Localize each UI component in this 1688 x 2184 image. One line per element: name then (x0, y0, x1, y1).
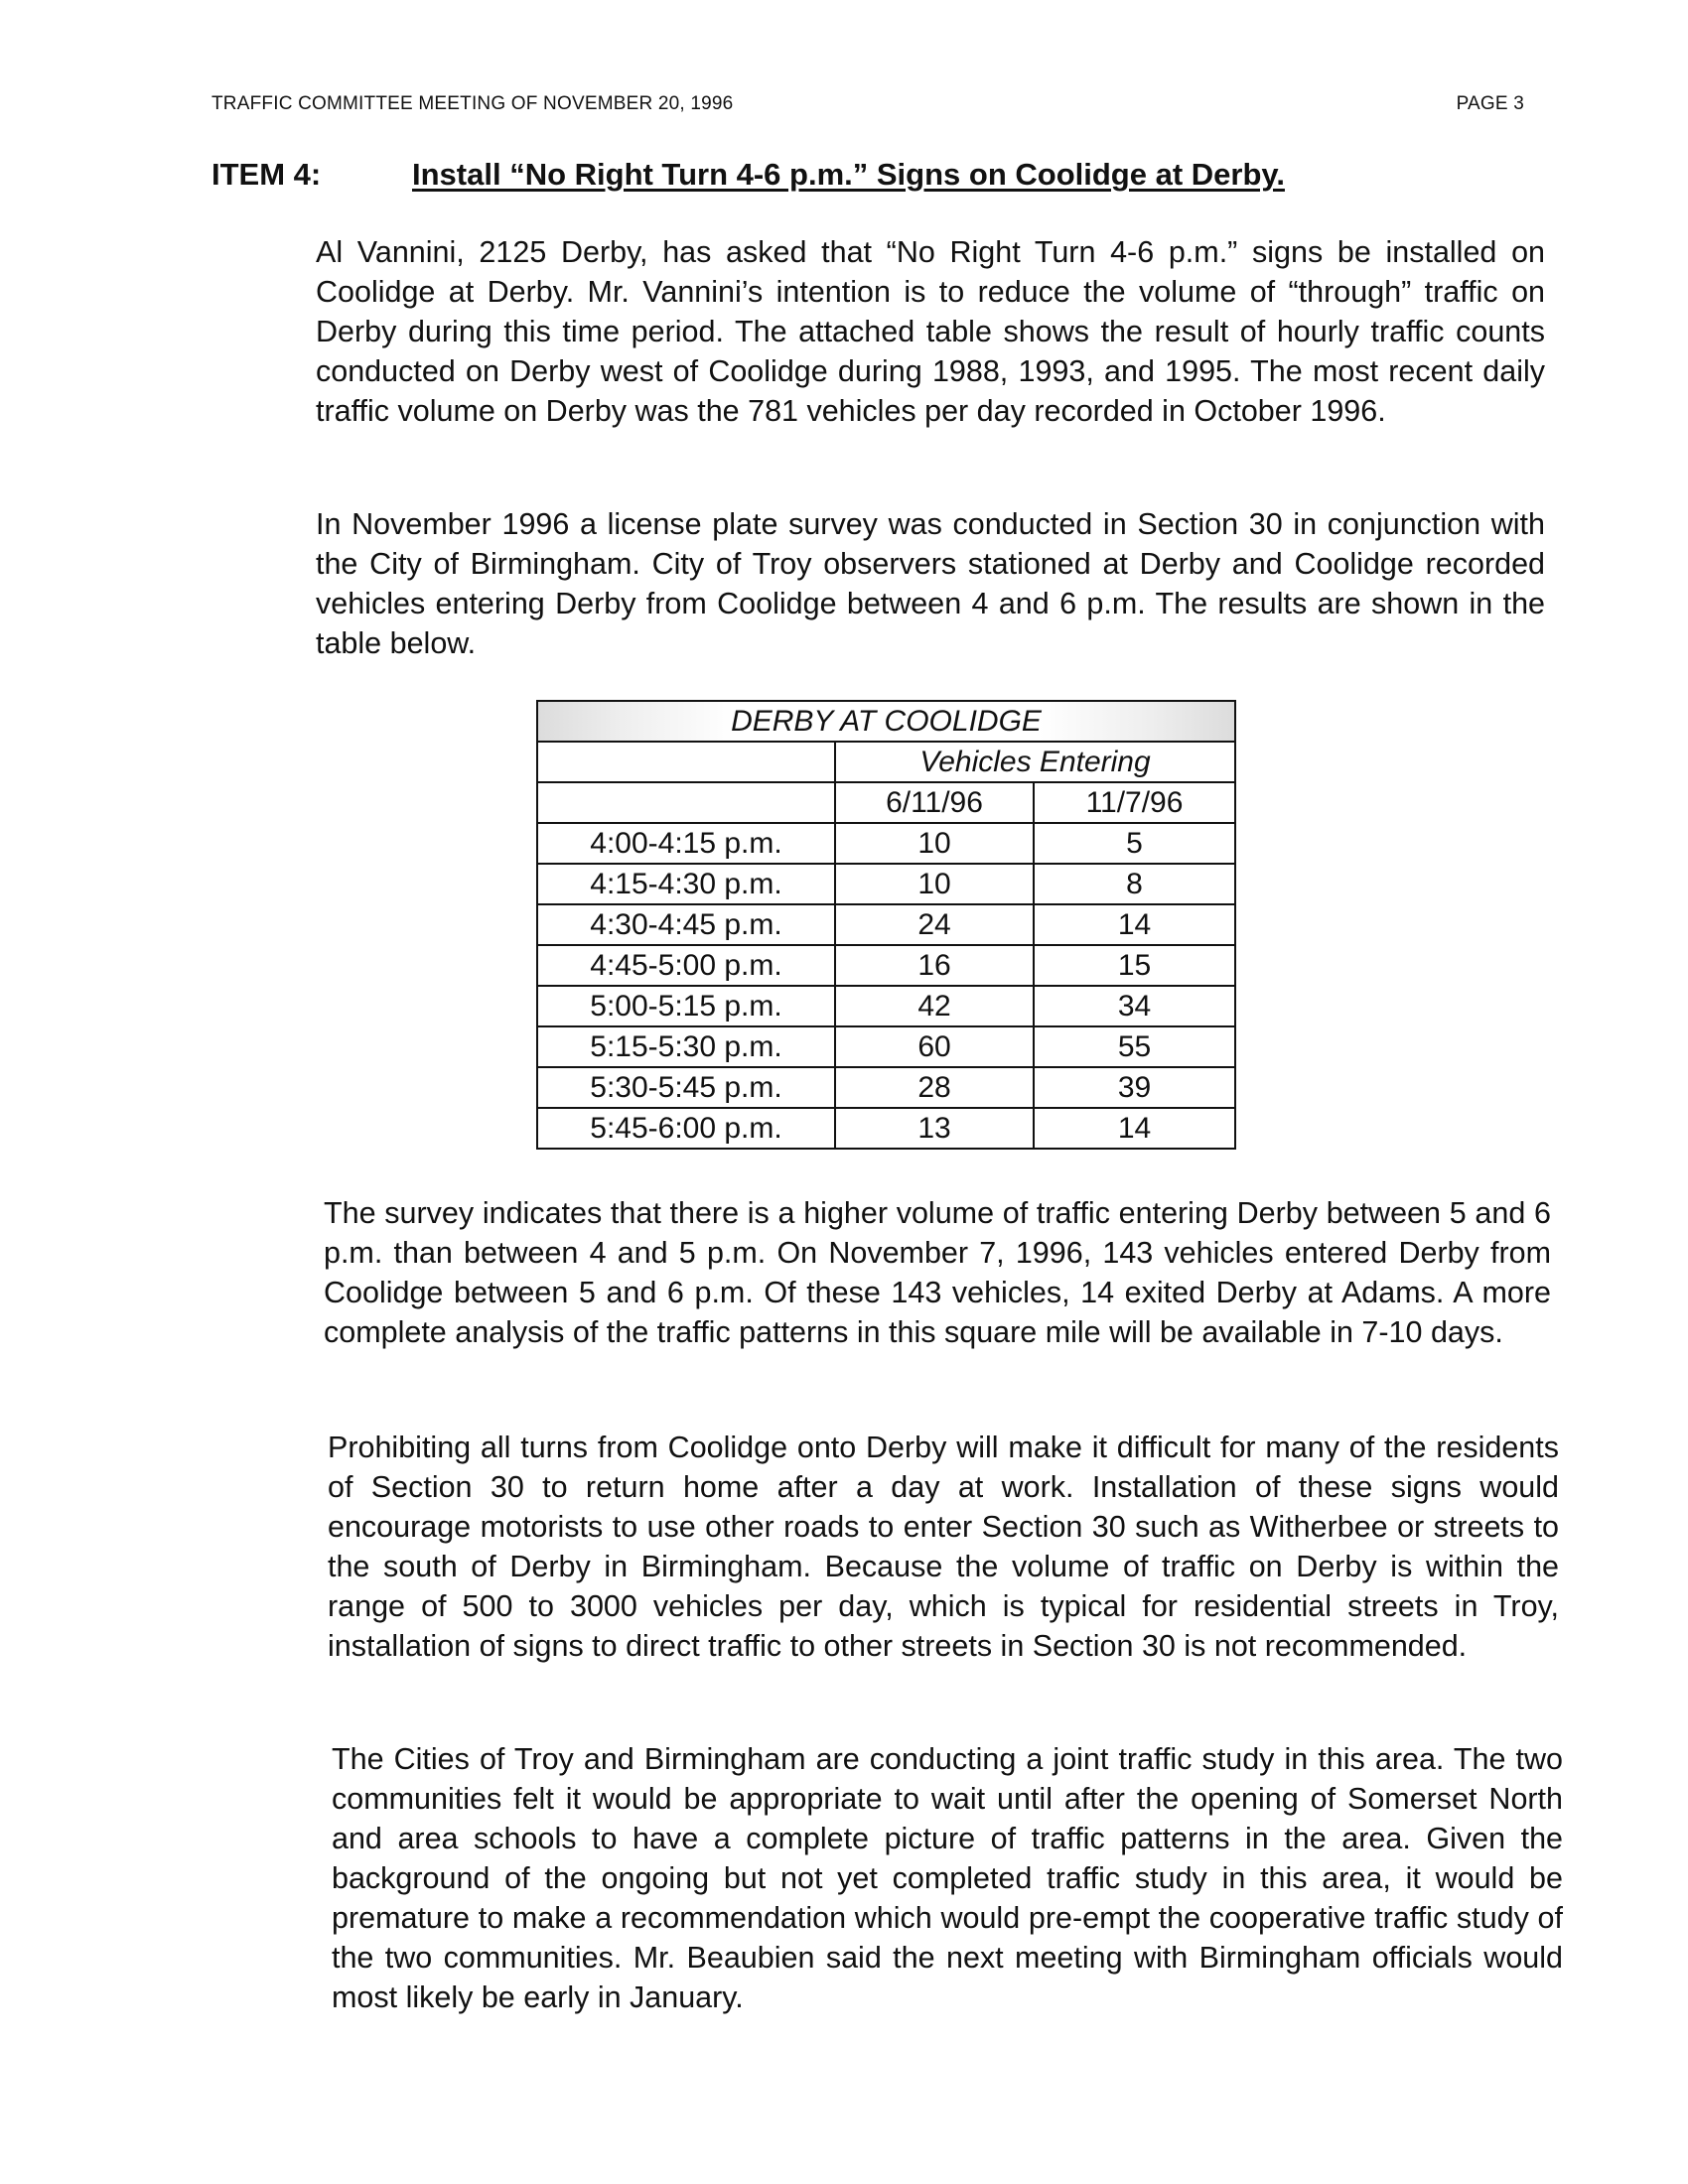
count-cell: 28 (835, 1067, 1034, 1108)
time-cell: 5:45-6:00 p.m. (537, 1108, 835, 1149)
traffic-count-table (536, 700, 1236, 1150)
count-cell: 15 (1034, 945, 1235, 986)
table-row (537, 945, 1235, 986)
time-cell: 4:30-4:45 p.m. (537, 904, 835, 945)
time-cell: 5:30-5:45 p.m. (537, 1067, 835, 1108)
count-cell: 14 (1034, 1108, 1235, 1149)
count-cell: 5 (1034, 823, 1235, 864)
table-row (537, 1067, 1235, 1108)
paragraph-recommendation: Prohibiting all turns from Coolidge onto Derby will make it difficult for many of the residents of Section 30 to return home after a day at work. Installation of these signs would encourage motorists to use other roads to enter Section 30 such as Witherbee or streets to the south of Derby in Birmingham. Because the volume of traffic on Derby is within the range of 500 to 3000 vehicles per day, which is typical for residential streets in Troy, installation of signs to direct traffic to other streets in Section 30 is not recommended. (328, 1431, 1559, 1663)
count-cell: 39 (1034, 1067, 1235, 1108)
table-group-header: Vehicles Entering (835, 742, 1235, 782)
count-cell: 14 (1034, 904, 1235, 945)
table-column-header-row (537, 782, 1235, 823)
paragraph-analysis: The survey indicates that there is a higher volume of traffic entering Derby between 5 and 6 p.m. than between 4 and 5 p.m. On November 7, 1996, 143 vehicles entered Derby from Coolidge between 5 and 6 p.m. Of these 143 vehicles, 14 exited Derby at Adams. A more complete analysis of the traffic patterns in this square mile will be available in 7-10 days. (324, 1196, 1551, 1349)
count-cell: 60 (835, 1026, 1034, 1067)
table-empty-cell (537, 782, 835, 823)
count-cell: 55 (1034, 1026, 1235, 1067)
count-cell: 42 (835, 986, 1034, 1026)
meeting-header: TRAFFIC COMMITTEE MEETING OF NOVEMBER 20, 1996 (211, 93, 734, 114)
table-group-header-row (537, 742, 1235, 782)
page-number: PAGE 3 (1456, 93, 1524, 114)
item-label: ITEM 4: (211, 157, 322, 192)
table-title: DERBY AT COOLIDGE (537, 701, 1235, 742)
time-cell: 5:15-5:30 p.m. (537, 1026, 835, 1067)
item-title: Install “No Right Turn 4-6 p.m.” Signs on Coolidge at Derby. (412, 157, 1285, 192)
table-row (537, 864, 1235, 904)
count-cell: 24 (835, 904, 1034, 945)
table-row (537, 904, 1235, 945)
page-header (211, 93, 1524, 123)
count-cell: 10 (835, 823, 1034, 864)
paragraph-request: Al Vannini, 2125 Derby, has asked that “No Right Turn 4-6 p.m.” signs be installed on Coolidge at Derby. Mr. Vannini’s intention is to reduce the volume of “through” traffic on Derby during this time period. The attached table shows the result of hourly traffic counts conducted on Derby west of Coolidge during 1988, 1993, and 1995. The most recent daily traffic volume on Derby was the 781 vehicles per day recorded in October 1996. (316, 235, 1545, 428)
column-header-date-1: 6/11/96 (835, 782, 1034, 823)
table-row (537, 1108, 1235, 1149)
table-empty-cell (537, 742, 835, 782)
table-row (537, 1026, 1235, 1067)
count-cell: 8 (1034, 864, 1235, 904)
time-cell: 4:00-4:15 p.m. (537, 823, 835, 864)
table-row (537, 823, 1235, 864)
count-cell: 13 (835, 1108, 1034, 1149)
table-title-row (537, 701, 1235, 742)
table-row (537, 986, 1235, 1026)
time-cell: 4:45-5:00 p.m. (537, 945, 835, 986)
paragraph-joint-study: The Cities of Troy and Birmingham are conducting a joint traffic study in this area. The two communities felt it would be appropriate to wait until after the opening of Somerset North and area schools to have a complete picture of traffic patterns in the area. Given the background of the ongoing but not yet completed traffic study in this area, it would be premature to make a recommendation which would pre-empt the cooperative traffic study of the two communities. Mr. Beaubien said the next meeting with Birmingham officials would most likely be early in January. (332, 1742, 1563, 2014)
paragraph-survey: In November 1996 a license plate survey was conducted in Section 30 in conjunction with the City of Birmingham. City of Troy observers stationed at Derby and Coolidge recorded vehicles entering Derby from Coolidge between 4 and 6 p.m. The results are shown in the table below. (316, 507, 1545, 660)
count-cell: 10 (835, 864, 1034, 904)
time-cell: 5:00-5:15 p.m. (537, 986, 835, 1026)
column-header-date-2: 11/7/96 (1034, 782, 1235, 823)
count-cell: 34 (1034, 986, 1235, 1026)
count-cell: 16 (835, 945, 1034, 986)
time-cell: 4:15-4:30 p.m. (537, 864, 835, 904)
